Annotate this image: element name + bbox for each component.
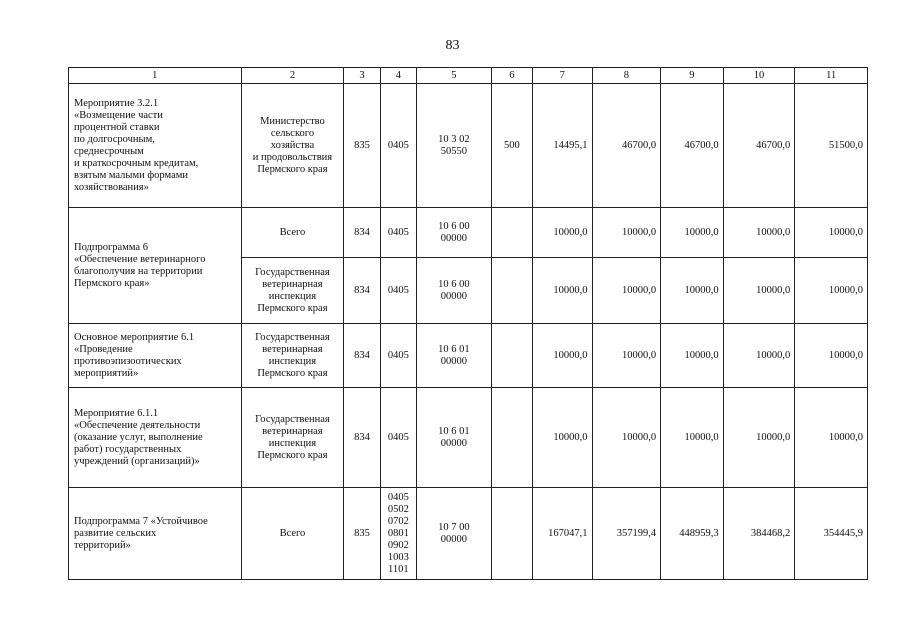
amount-col10-cell: 10000,0 — [723, 324, 795, 388]
column-header-3: 3 — [344, 68, 380, 84]
program-name: Основное мероприятие 6.1 «Проведение противоэпизоотических мероприятий» — [69, 324, 242, 388]
amount-col7-cell: 10000,0 — [533, 258, 593, 324]
program-name: Подпрограмма 6 «Обеспечение ветеринарного благополучия на территории Пермского края» — [69, 208, 242, 324]
administrator-cell: Всего — [241, 488, 344, 580]
column-number-header — [69, 68, 868, 84]
amount-col11-cell: 10000,0 — [795, 258, 868, 324]
column-header-8: 8 — [592, 68, 661, 84]
section-code-cell: 0405 — [380, 258, 416, 324]
amount-col9-cell: 10000,0 — [661, 208, 724, 258]
column-header-1: 1 — [69, 68, 242, 84]
column-header-6: 6 — [491, 68, 532, 84]
table-row — [69, 208, 868, 258]
program-name: Мероприятие 6.1.1 «Обеспечение деятельности (оказание услуг, выполнение работ) государственных учреждений (организаций)» — [69, 388, 242, 488]
section-code-cell: 0405 — [380, 388, 416, 488]
ministry-code-cell: 834 — [344, 388, 380, 488]
table-body — [69, 68, 868, 580]
target-article-cell: 10 6 01 00000 — [417, 388, 492, 488]
ministry-code-cell: 835 — [344, 84, 380, 208]
program-name: Подпрограмма 7 «Устойчивое развитие сельских территорий» — [69, 488, 242, 580]
amount-col9-cell: 448959,3 — [661, 488, 724, 580]
amount-col8-cell: 10000,0 — [592, 208, 661, 258]
amount-col11-cell: 10000,0 — [795, 208, 868, 258]
target-article-cell: 10 7 00 00000 — [417, 488, 492, 580]
amount-col9-cell: 10000,0 — [661, 258, 724, 324]
administrator-cell: Государственная ветеринарная инспекция Пермского края — [241, 258, 344, 324]
amount-col10-cell: 384468,2 — [723, 488, 795, 580]
amount-col9-cell: 10000,0 — [661, 388, 724, 488]
table-row — [69, 488, 868, 580]
column-header-9: 9 — [661, 68, 724, 84]
amount-col11-cell: 10000,0 — [795, 388, 868, 488]
table-row — [69, 324, 868, 388]
amount-col8-cell: 357199,4 — [592, 488, 661, 580]
column-header-11: 11 — [795, 68, 868, 84]
amount-col10-cell: 10000,0 — [723, 388, 795, 488]
amount-col10-cell: 10000,0 — [723, 208, 795, 258]
table-row — [69, 84, 868, 208]
amount-col8-cell: 46700,0 — [592, 84, 661, 208]
column-header-5: 5 — [417, 68, 492, 84]
amount-col11-cell: 51500,0 — [795, 84, 868, 208]
amount-col8-cell: 10000,0 — [592, 324, 661, 388]
target-article-cell: 10 6 00 00000 — [417, 208, 492, 258]
section-code-cell: 0405 0502 0702 0801 0902 1003 1101 — [380, 488, 416, 580]
budget-table — [68, 67, 868, 580]
amount-col11-cell: 10000,0 — [795, 324, 868, 388]
administrator-cell: Всего — [241, 208, 344, 258]
amount-col10-cell: 10000,0 — [723, 258, 795, 324]
expense-type-cell — [491, 258, 532, 324]
ministry-code-cell: 834 — [344, 208, 380, 258]
page-number: 83 — [445, 38, 460, 53]
amount-col7-cell: 167047,1 — [533, 488, 593, 580]
column-header-4: 4 — [380, 68, 416, 84]
amount-col8-cell: 10000,0 — [592, 388, 661, 488]
amount-col10-cell: 46700,0 — [723, 84, 795, 208]
amount-col8-cell: 10000,0 — [592, 258, 661, 324]
administrator-cell: Министерство сельского хозяйства и продовольствия Пермского края — [241, 84, 344, 208]
administrator-cell: Государственная ветеринарная инспекция Пермского края — [241, 324, 344, 388]
ministry-code-cell: 834 — [344, 258, 380, 324]
amount-col7-cell: 10000,0 — [533, 208, 593, 258]
section-code-cell: 0405 — [380, 324, 416, 388]
table-row — [69, 388, 868, 488]
amount-col9-cell: 46700,0 — [661, 84, 724, 208]
target-article-cell: 10 6 00 00000 — [417, 258, 492, 324]
expense-type-cell: 500 — [491, 84, 532, 208]
expense-type-cell — [491, 488, 532, 580]
program-name: Мероприятие 3.2.1 «Возмещение части процентной ставки по долгосрочным, среднесрочным и краткосрочным кредитам, взятым малыми формами хозяйствования» — [69, 84, 242, 208]
amount-col7-cell: 10000,0 — [533, 388, 593, 488]
target-article-cell: 10 6 01 00000 — [417, 324, 492, 388]
administrator-cell: Государственная ветеринарная инспекция Пермского края — [241, 388, 344, 488]
section-code-cell: 0405 — [380, 208, 416, 258]
column-header-7: 7 — [533, 68, 593, 84]
amount-col11-cell: 354445,9 — [795, 488, 868, 580]
column-header-2: 2 — [241, 68, 344, 84]
amount-col9-cell: 10000,0 — [661, 324, 724, 388]
expense-type-cell — [491, 388, 532, 488]
amount-col7-cell: 14495,1 — [533, 84, 593, 208]
target-article-cell: 10 3 02 50550 — [417, 84, 492, 208]
ministry-code-cell: 835 — [344, 488, 380, 580]
expense-type-cell — [491, 208, 532, 258]
section-code-cell: 0405 — [380, 84, 416, 208]
ministry-code-cell: 834 — [344, 324, 380, 388]
column-header-10: 10 — [723, 68, 795, 84]
expense-type-cell — [491, 324, 532, 388]
amount-col7-cell: 10000,0 — [533, 324, 593, 388]
